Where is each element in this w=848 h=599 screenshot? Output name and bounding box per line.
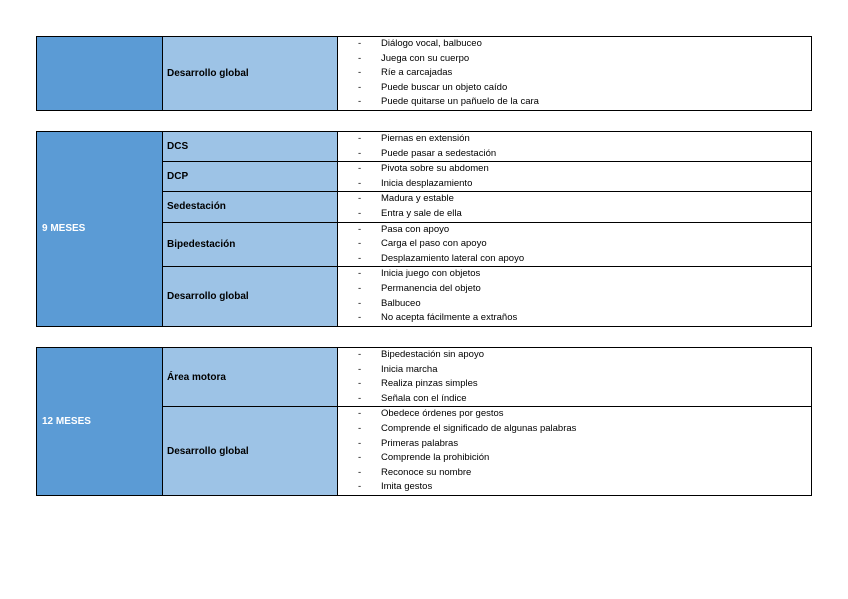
milestone-list <box>338 132 811 161</box>
list-item: - Ríe a carcajadas <box>358 66 811 81</box>
list-item: - Piernas en extensión <box>358 132 811 147</box>
list-item: - Inicia juego con objetos <box>358 267 811 282</box>
milestone-list <box>338 162 811 191</box>
table-row <box>37 132 812 162</box>
list-item: - Pivota sobre su abdomen <box>358 162 811 177</box>
list-item: - Desplazamiento lateral con apoyo <box>358 252 811 267</box>
table-row <box>37 348 812 407</box>
list-item: - Madura y estable <box>358 192 811 207</box>
milestone-list-cell <box>338 348 812 407</box>
list-item: - Imita gestos <box>358 480 811 495</box>
list-item: - Carga el paso con apoyo <box>358 237 811 252</box>
list-item: - Comprende el significado de algunas palabras <box>358 422 811 437</box>
area-cell: Desarrollo global <box>163 37 338 111</box>
milestones-table-12-months <box>36 347 812 496</box>
list-item: - Balbuceo <box>358 297 811 312</box>
list-item: - No acepta fácilmente a extraños <box>358 311 811 326</box>
milestone-list <box>338 223 811 267</box>
age-cell <box>37 37 163 111</box>
milestone-list <box>338 348 811 406</box>
list-item: - Diálogo vocal, balbuceo <box>358 37 811 52</box>
area-cell: Desarrollo global <box>163 267 338 326</box>
area-cell: DCP <box>163 162 338 192</box>
milestone-list-cell <box>338 267 812 326</box>
milestone-list-cell <box>338 192 812 222</box>
milestone-list <box>338 407 811 495</box>
list-item: - Inicia desplazamiento <box>358 177 811 192</box>
list-item: - Permanencia del objeto <box>358 282 811 297</box>
list-item: - Entra y sale de ella <box>358 207 811 222</box>
area-cell: Sedestación <box>163 192 338 222</box>
area-cell: Desarrollo global <box>163 407 338 496</box>
list-item: - Señala con el índice <box>358 392 811 407</box>
list-item: - Primeras palabras <box>358 437 811 452</box>
list-item: - Juega con su cuerpo <box>358 52 811 67</box>
area-cell: Área motora <box>163 348 338 407</box>
list-item: - Puede quitarse un pañuelo de la cara <box>358 95 811 110</box>
list-item: - Puede pasar a sedestación <box>358 147 811 162</box>
age-cell: 12 MESES <box>37 348 163 496</box>
list-item: - Reconoce su nombre <box>358 466 811 481</box>
list-item: - Obedece órdenes por gestos <box>358 407 811 422</box>
milestone-list-cell <box>338 222 812 267</box>
table-row <box>37 37 812 111</box>
milestone-list <box>338 192 811 221</box>
area-cell: DCS <box>163 132 338 162</box>
list-item: - Realiza pinzas simples <box>358 377 811 392</box>
list-item: - Inicia marcha <box>358 363 811 378</box>
milestones-table-prev <box>36 36 812 111</box>
list-item: - Bipedestación sin apoyo <box>358 348 811 363</box>
area-cell: Bipedestación <box>163 222 338 267</box>
milestone-list <box>338 267 811 325</box>
list-item: - Comprende la prohibición <box>358 451 811 466</box>
list-item: - Pasa con apoyo <box>358 223 811 238</box>
milestone-list-cell <box>338 407 812 496</box>
milestone-list-cell <box>338 132 812 162</box>
list-item: - Puede buscar un objeto caído <box>358 81 811 96</box>
milestones-table-9-months <box>36 131 812 327</box>
milestone-list-cell <box>338 162 812 192</box>
milestone-list-cell <box>338 37 812 111</box>
age-cell: 9 MESES <box>37 132 163 327</box>
milestone-list <box>338 37 811 110</box>
